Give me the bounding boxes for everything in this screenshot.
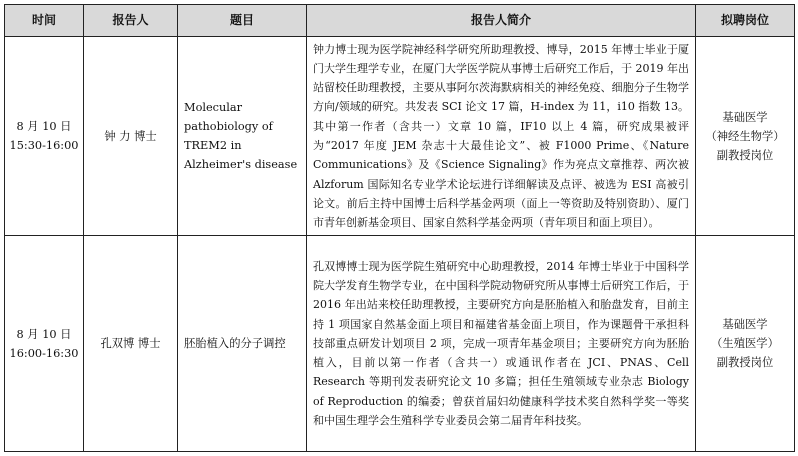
speaker-cell: 钟 力 博士	[84, 37, 178, 236]
header-bio: 报告人简介	[307, 5, 696, 37]
time-cell	[5, 236, 84, 452]
time-text: 16:00-16:30	[9, 346, 79, 360]
position-line: 基础医学	[722, 318, 768, 331]
header-speaker: 报告人	[84, 5, 178, 37]
header-time: 时间	[5, 5, 84, 37]
position-line: （神经生物学）	[705, 129, 785, 143]
header-position: 拟聘岗位	[696, 5, 795, 37]
position-cell	[696, 236, 795, 452]
bio-cell: 钟力博士现为医学院神经科学研究所助理教授、博导，2015 年博士毕业于厦门大学生理学专业，在厦门大学医学院从事博士后研究工作后，于 2019 年出站留校任助理教授，主要从事阿尔茨海默病相关的神经免疫、细胞分子生物学方向/领域的研究。共发表 SCI 论文 17 篇，H-index 为 11，i10 指数 13。其中第一作者（含共一）文章 10 篇，IF10 以上 4 篇，研究成果被评为“2017 年度 JEM 杂志十大最佳论文”、被 F1000 Prime、《Nature Communications》及《Science Signaling》作为亮点文章推荐、两次被 Alzforum 国际知名专业学术论坛进行详细解读及点评、被选为 ESI 高被引论文。前后主持中国博士后科学基金两项（面上一等资助及特别资助）、厦门市青年创新基金项目、国家自然科学基金两项（青年项目和面上项目）。	[307, 37, 696, 236]
bio-cell: 孔双博博士现为医学院生殖研究中心助理教授，2014 年博士毕业于中国科学院大学发育生物学专业，在中国科学院动物研究所从事博士后研究工作后，于 2016 年出站来校任助理教授，主要研究方向是胚胎植入和胎盘发育，目前主持 1 项国家自然基金面上项目和福建省基金面上项目，作为课题骨干承担科技部重点研发计划项目 2 项，完成一项青年基金项目；主要研究方向为胚胎植入，目前以第一作者（含共一）或通讯作者在 JCI、PNAS、Cell Research 等期刊发表研究论文 10 多篇；担任生殖领域专业杂志 Biology of Reproduction 的编委；曾获首届妇幼健康科学技术奖自然科学奖一等奖和中国生理学会生殖科学专业委员会第二届青年科技奖。	[307, 236, 696, 452]
position-cell	[696, 37, 795, 236]
topic-cell: Molecular pathobiology of TREM2 in Alzheimer's disease	[178, 37, 307, 236]
table-row	[5, 236, 795, 452]
date-text: 8 月 10 日	[16, 327, 72, 341]
topic-cell: 胚胎植入的分子调控	[178, 236, 307, 452]
time-cell	[5, 37, 84, 236]
speaker-cell: 孔双博 博士	[84, 236, 178, 452]
position-line: （生殖医学）	[711, 337, 779, 350]
position-line: 基础医学	[722, 110, 768, 124]
position-line: 副教授岗位	[716, 148, 774, 162]
time-text: 15:30-16:00	[9, 139, 79, 152]
schedule-table	[4, 4, 795, 452]
position-line: 副教授岗位	[716, 356, 774, 369]
header-row	[5, 5, 795, 37]
date-text: 8 月 10 日	[16, 120, 72, 133]
header-topic: 题目	[178, 5, 307, 37]
table-row	[5, 37, 795, 236]
